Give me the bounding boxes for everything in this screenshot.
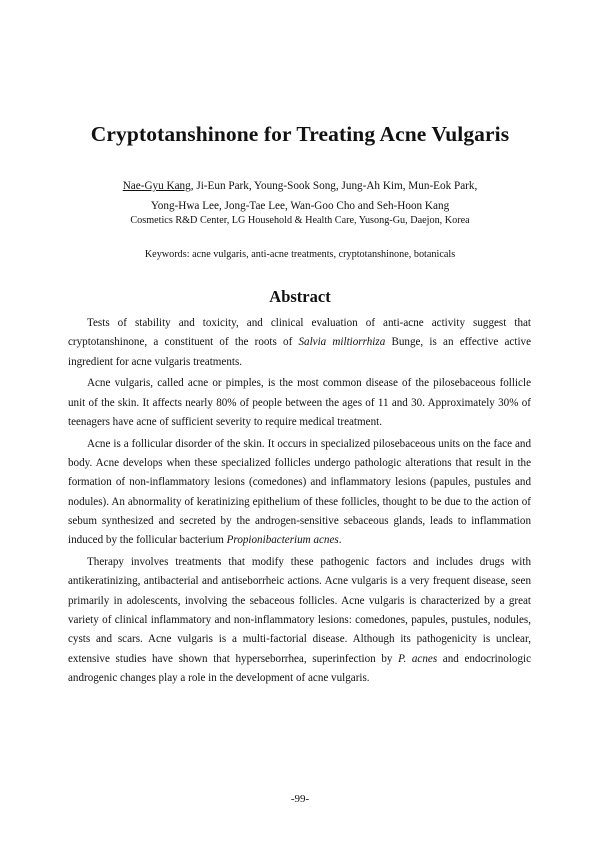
abstract-heading: Abstract bbox=[269, 287, 331, 306]
bacterium-abbrev: P. acnes bbox=[398, 652, 438, 665]
paragraph-1 bbox=[68, 314, 531, 372]
affiliation: Cosmetics R&D Center, LG Household & Health Care, Yusong-Gu, Daejon, Korea bbox=[130, 215, 470, 226]
abstract-body bbox=[68, 314, 531, 691]
paragraph-4-text-a: Therapy involves treatments that modify these pathogenic factors and includes drugs with antikeratinizing, antibacterial and antiseborrheic actions. Acne vulgaris is a very frequent disease, seen primarily in adolescents, involving the sebaceous follicles. Acne vulgaris is characterized by a great variety of clinical inflammatory and non-inflammatory lesions: comedones, papules, pustules, nodules, cysts and scars. Acne vulgaris is a multi-factorial disease. Although its pathogenicity is unclear, extensive studies have shown that hyperseborrhea, superinfection by bbox=[68, 556, 531, 665]
species-name: Salvia miltiorrhiza bbox=[298, 336, 386, 349]
paragraph-4-text-b: and endocrinologic androgenic changes play a role in the development of acne vulgaris. bbox=[68, 652, 532, 684]
paragraph-1-text-b: Bunge, is an effective active ingredient for acne vulgaris treatments. bbox=[68, 336, 531, 368]
paragraph-2: Acne vulgaris, called acne or pimples, is the most common disease of the pilosebaceous follicle unit of the skin. It affects nearly 80% of people between the ages of 11 and 30. Approximately 30% of teenagers have acne of sufficient severity to require medical treatment. bbox=[68, 377, 531, 428]
paragraph-4 bbox=[68, 553, 531, 688]
author-line-1-rest: , Ji-Eun Park, Young-Sook Song, Jung-Ah Kim, Mun-Eok Park, bbox=[190, 180, 478, 192]
paragraph-3-text-a: Acne is a follicular disorder of the skin. It occurs in specialized pilosebaceous units on the face and body. Acne develops when these specialized follicles undergo pathologic alterations that result in the formation of non-inflammatory lesions (comedones) and inflammatory lesions (papules, pustules and nodules). An abnormality of keratinizing epithelium of these follicles, thought to be due to the action of sebum synthesized and secreted by the androgen-sensitive sebaceous glands, leads to inflammation induced by the follicular bacterium bbox=[68, 437, 531, 547]
paragraph-3 bbox=[68, 435, 531, 551]
paragraph-1-text-a: Tests of stability and toxicity, and clinical evaluation of anti-acne activity suggest that cryptotanshinone, a constituent of the roots of bbox=[68, 317, 531, 349]
page-number: -99- bbox=[290, 793, 310, 805]
keywords: Keywords: acne vulgaris, anti-acne treatments, cryptotanshinone, botanicals bbox=[144, 249, 456, 260]
author-line-2: Yong-Hwa Lee, Jong-Tae Lee, Wan-Goo Cho and Seh-Hoon Kang bbox=[150, 200, 450, 212]
bacterium-name: Propionibacterium acnes bbox=[226, 534, 339, 547]
first-author: Nae-Gyu Kang bbox=[122, 180, 191, 192]
paragraph-3-text-b: . bbox=[338, 534, 342, 547]
paper-title: Cryptotanshinone for Treating Acne Vulgaris bbox=[90, 122, 510, 146]
author-list bbox=[60, 176, 540, 216]
